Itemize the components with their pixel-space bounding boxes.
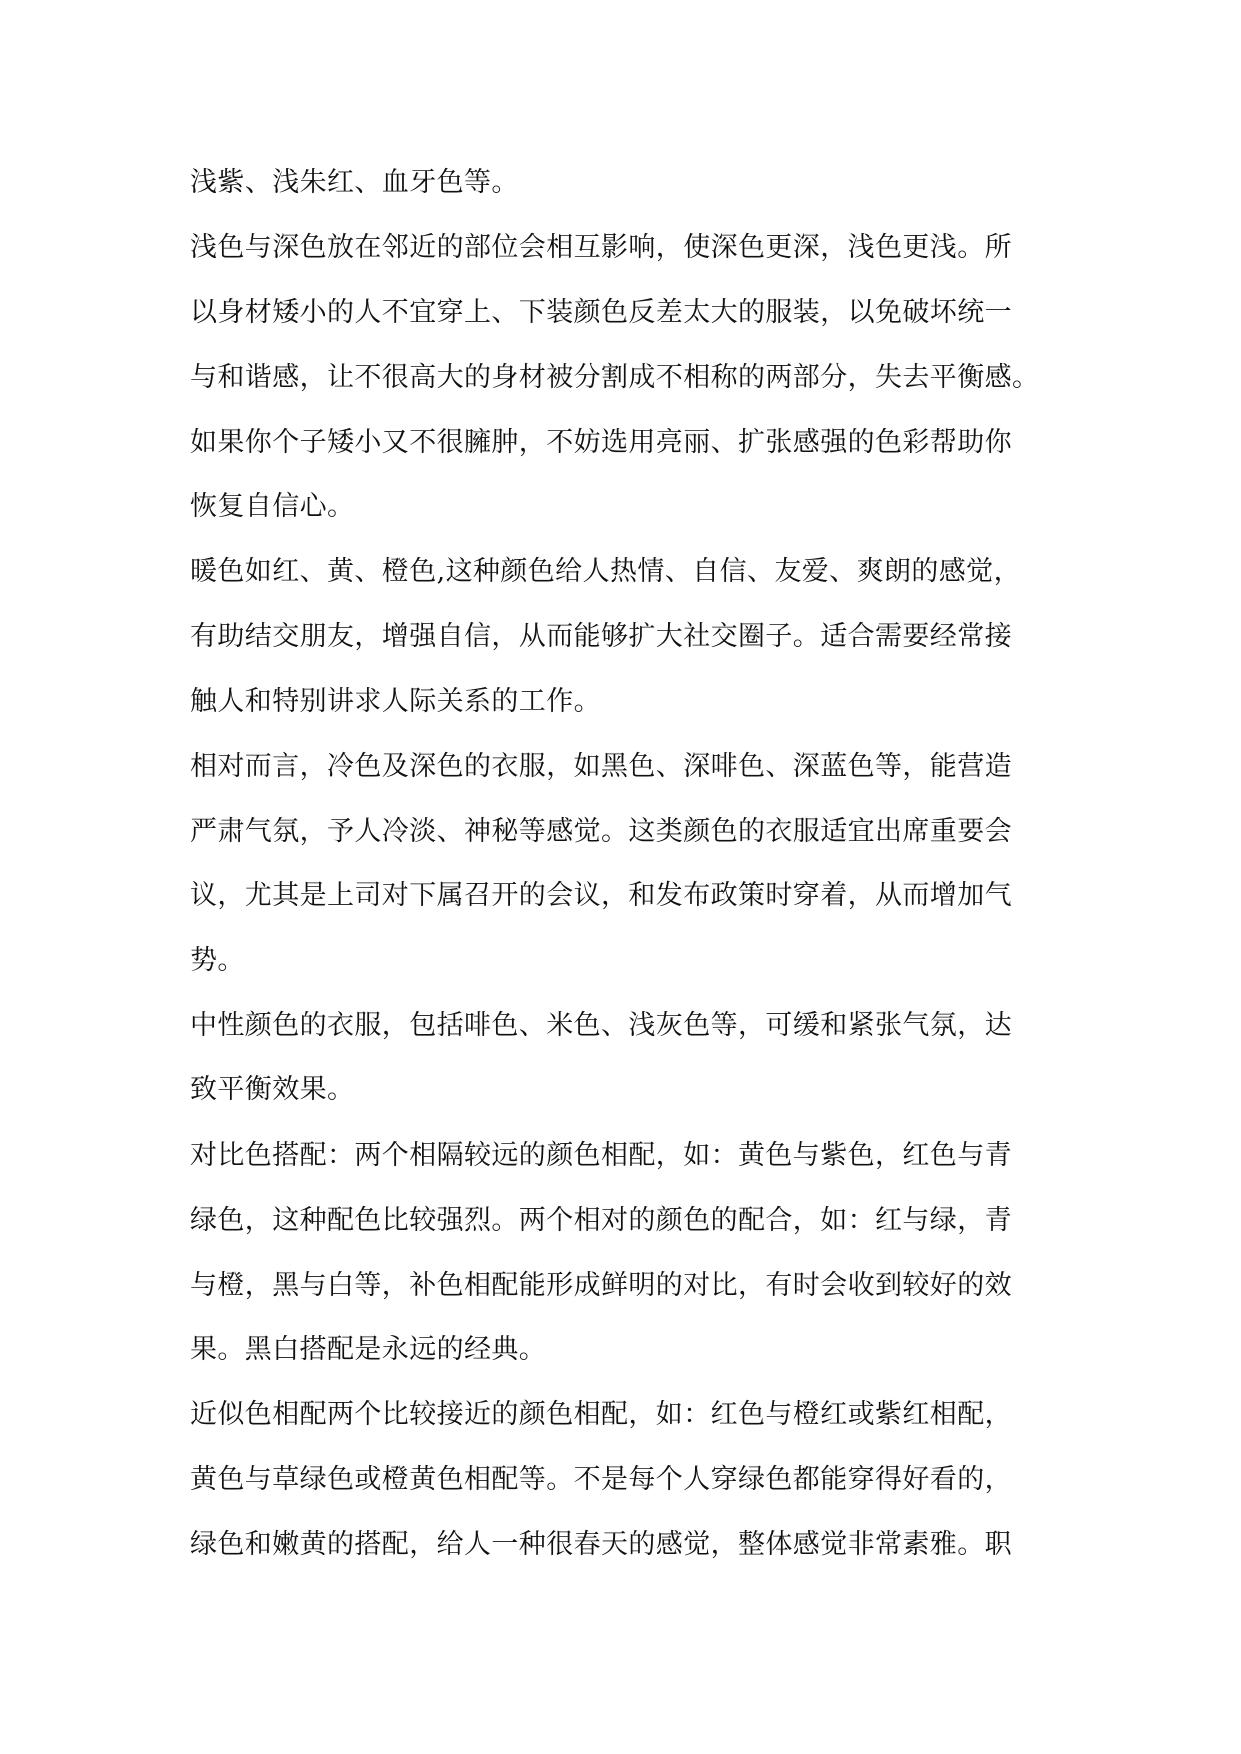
text-line: 势。 [190,945,245,976]
text-line: 有助结交朋友，增强自信，从而能够扩大社交圈子。适合需要经常接 [190,621,1012,652]
text-line: 对比色搭配：两个相隔较远的颜色相配，如：黄色与紫色，红色与青 [190,1140,1012,1171]
text-line: 严肃气氛，予人冷淡、神秘等感觉。这类颜色的衣服适宜出席重要会 [190,816,1012,847]
text-line: 近似色相配两个比较接近的颜色相配，如：红色与橙红或紫红相配， [190,1399,1012,1430]
text-line: 中性颜色的衣服，包括啡色、米色、浅灰色等，可缓和紧张气氛，达 [190,1010,1012,1041]
text-line: 触人和特别讲求人际关系的工作。 [190,686,601,717]
text-line: 与和谐感，让不很高大的身材被分割成不相称的两部分，失去平衡感。 [190,362,1040,393]
text-line: 绿色和嫩黄的搭配，给人一种很春天的感觉，整体感觉非常素雅。职 [190,1529,1012,1560]
text-line: 暖色如红、黄、橙色,这种颜色给人热情、自信、友爱、爽朗的感觉， [190,556,1021,587]
text-line: 议，尤其是上司对下属召开的会议，和发布政策时穿着，从而增加气 [190,880,1012,911]
text-line: 相对而言，冷色及深色的衣服，如黑色、深啡色、深蓝色等，能营造 [190,751,1012,782]
text-line: 与橙，黑与白等，补色相配能形成鲜明的对比，有时会收到较好的效 [190,1270,1012,1301]
text-line: 致平衡效果。 [190,1074,355,1105]
text-line: 浅紫、浅朱红、血牙色等。 [190,167,519,198]
text-line: 以身材矮小的人不宜穿上、下装颜色反差太大的服装，以免破坏统一 [190,297,1012,328]
text-line: 黄色与草绿色或橙黄色相配等。不是每个人穿绿色都能穿得好看的， [190,1464,1012,1495]
text-line: 恢复自信心。 [190,491,355,522]
text-line: 浅色与深色放在邻近的部位会相互影响，使深色更深，浅色更浅。所 [190,232,1012,263]
text-line: 果。黑白搭配是永远的经典。 [190,1334,547,1365]
text-line: 如果你个子矮小又不很臃肿，不妨选用亮丽、扩张感强的色彩帮助你 [190,427,1012,458]
text-line: 绿色，这种配色比较强烈。两个相对的颜色的配合，如：红与绿，青 [190,1205,1012,1236]
